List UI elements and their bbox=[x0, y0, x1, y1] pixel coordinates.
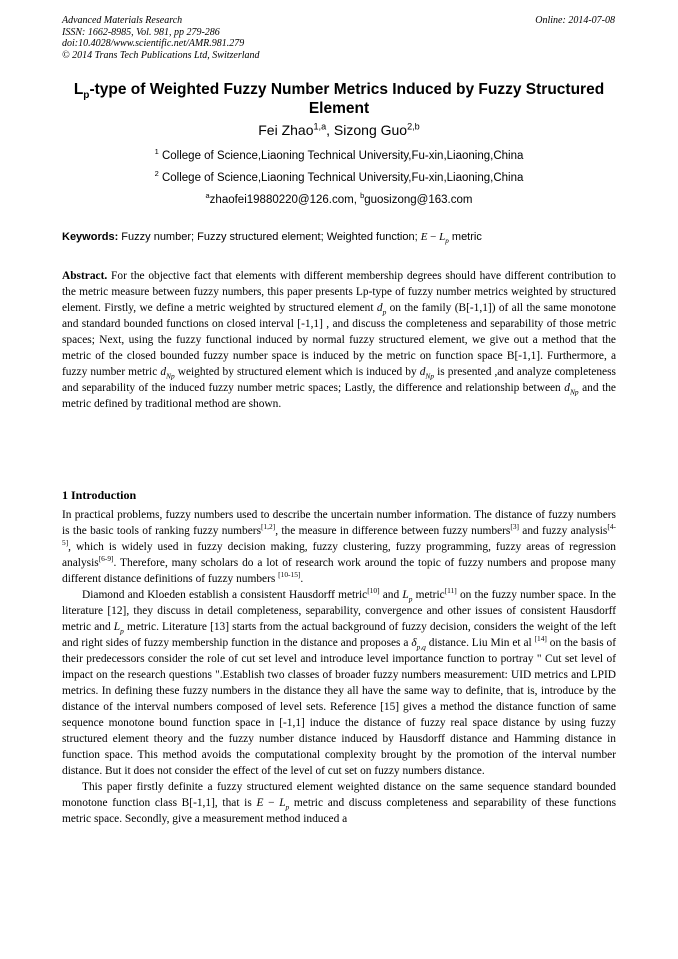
math-pq: p,q bbox=[416, 642, 426, 652]
doi-line: doi:10.4028/www.scientific.net/AMR.981.279 bbox=[62, 38, 245, 49]
journal-header bbox=[62, 15, 260, 61]
math-p: p bbox=[120, 626, 124, 636]
copyright-line: © 2014 Trans Tech Publications Ltd, Switzerland bbox=[62, 49, 260, 61]
keyword-math-E: E bbox=[420, 231, 428, 243]
author-separator: , bbox=[326, 122, 334, 138]
intro-text: metric. Literature [13] starts from the actual background of fuzzy decision, considers the weight of the left and right sides of fuzzy membership function in the distance and proposes a bbox=[62, 621, 616, 649]
issn-line: ISSN: 1662-8985, Vol. 981, pp 279-286 bbox=[62, 26, 220, 38]
abstract bbox=[62, 268, 616, 412]
intro-text: on the fuzzy number space. In the literature [12], they discuss in detail completeness, separability, convergence and other issues of consistent Hausdorff metric and bbox=[62, 589, 616, 633]
affiliation-1 bbox=[62, 149, 616, 163]
keywords-label: Keywords: bbox=[62, 231, 119, 243]
intro-text: , the measure in difference between fuzzy numbers bbox=[275, 525, 511, 537]
author-1: Fei Zhao bbox=[258, 122, 314, 138]
affiliation-1-text: College of Science,Liaoning Technical University,Fu-xin,Liaoning,China bbox=[161, 150, 524, 162]
math-p: p bbox=[382, 307, 387, 317]
math-E: E bbox=[256, 797, 264, 809]
title-line1: -type of Weighted Fuzzy Number Metrics Induced by Fuzzy Structured bbox=[89, 81, 605, 98]
math-L: L bbox=[113, 621, 121, 633]
email-a-marker: a bbox=[205, 191, 210, 201]
keyword-math-L: L bbox=[439, 231, 446, 243]
abstract-paragraph bbox=[62, 268, 616, 412]
citation: [10-15] bbox=[278, 570, 301, 580]
section-heading: 1 Introduction bbox=[62, 488, 137, 502]
author-list bbox=[62, 121, 616, 139]
email-a: zhaofei19880220@126.com, bbox=[209, 194, 361, 206]
keyword-math-minus: − bbox=[427, 231, 440, 243]
citation: [6-9] bbox=[98, 554, 114, 564]
math-Np: Np bbox=[425, 371, 435, 381]
math-delta: δ bbox=[411, 637, 417, 649]
intro-text: , which is widely used in fuzzy decision making, fuzzy clustering, fuzzy programming, fuzzy areas of regression analysis bbox=[62, 541, 616, 569]
journal-name: Advanced Materials Research bbox=[62, 15, 183, 26]
math-d: d bbox=[160, 366, 167, 378]
intro-text: Diamond and Kloeden establish a consistent Hausdorff metric bbox=[82, 589, 368, 601]
keyword-math-p: p bbox=[445, 237, 449, 246]
author-2-affil: 2,b bbox=[407, 121, 420, 132]
math-d: d bbox=[419, 366, 426, 378]
math-Np: Np bbox=[166, 371, 175, 381]
keywords-text: Fuzzy number; Fuzzy structured element; Weighted function; bbox=[118, 231, 421, 243]
online-date: Online: 2014-07-08 bbox=[535, 15, 615, 26]
author-emails bbox=[62, 193, 616, 207]
citation: [3] bbox=[510, 522, 519, 532]
intro-text: In practical problems, fuzzy numbers used to describe the uncertain number information. The distance of fuzzy numbers is the basic tools of ranking fuzzy numbers bbox=[62, 509, 616, 537]
intro-paragraph-3 bbox=[62, 779, 616, 827]
keywords bbox=[62, 230, 616, 244]
citation: [4-5] bbox=[62, 522, 616, 548]
title-p-subscript: p bbox=[83, 90, 90, 102]
citation: [11] bbox=[444, 586, 457, 596]
math-d: d bbox=[564, 382, 570, 394]
affiliation-2-text: College of Science,Liaoning Technical University,Fu-xin,Liaoning,China bbox=[161, 172, 524, 184]
author-2: Sizong Guo bbox=[333, 122, 408, 138]
intro-text: This paper firstly definite a fuzzy structured element weighted distance on the same sequence standard bounded monotone function class B[-1,1], that is bbox=[62, 781, 616, 809]
introduction bbox=[62, 507, 616, 827]
intro-text: on the basis of their predecessors consider the role of cut set level and introduce level importance function to portray " Cut set level of impact on the research questions ".Establish two classes of broader fuzzy numbers measurement: UID metrics and LPID metrics. In defining these fuzzy numbers in the distance they all have the same way to definite, that is, introduce by the distance of the interval numbers composed of level sets. Reference [15] gives a method the distance function of same sequence monotone bound function space in [-1,1] induce the distance of fuzzy real space distance by using fuzzy structured element theory and the fuzzy number distance induced by Hausdorff distance and Hamming distance in function space. This method avoids the computational complexity brought by the promotion of the interval number distance. But it does not consider the effect of the level of cut set on fuzzy numbers distance. bbox=[62, 637, 616, 777]
keywords-suffix: metric bbox=[448, 231, 482, 243]
intro-text: metric bbox=[412, 589, 445, 601]
math-L: L bbox=[402, 589, 409, 601]
math-minus: − bbox=[263, 797, 280, 809]
abstract-text-5: and the metric defined by traditional method are shown. bbox=[62, 382, 616, 410]
intro-text: metric and discuss completeness and separability of these functions metric space. Secondly, give a measurement method induced a bbox=[62, 797, 616, 825]
affiliation-2-marker: 2 bbox=[154, 169, 159, 179]
title-L: L bbox=[73, 81, 84, 98]
abstract-text-2: on the family (B[-1,1]) of all the same monotone and standard bounded functions on closed interval [-1,1] , and discuss the completeness and separability of those metric spaces; Next, using the fuzzy functional induced by normal fuzzy structured element, we give out a method that the metric of the closed bounded fuzzy number space is induced by the metric on function space B[-1,1]. Furthermore, a fuzzy number metric bbox=[62, 302, 616, 378]
affiliation-2 bbox=[62, 171, 616, 185]
title-line2: Element bbox=[308, 100, 370, 117]
citation: [1,2] bbox=[261, 522, 276, 532]
math-p: p bbox=[408, 594, 413, 604]
affiliation-1-marker: 1 bbox=[154, 147, 159, 157]
abstract-text-3: weighted by structured element which is induced by bbox=[174, 366, 420, 378]
citation: [10] bbox=[367, 586, 380, 596]
author-1-affil: 1,a bbox=[313, 121, 327, 132]
paper-title bbox=[62, 80, 616, 118]
intro-text: distance. Liu Min et al bbox=[425, 637, 535, 649]
intro-paragraph-1 bbox=[62, 507, 616, 587]
math-Np: Np bbox=[569, 387, 579, 397]
math-d: d bbox=[376, 302, 383, 314]
intro-text: . Therefore, many scholars do a lot of research work around the topic of fuzzy numbers and propose many different distance definitions of fuzzy numbers bbox=[62, 557, 616, 585]
intro-text: and bbox=[379, 589, 403, 601]
citation: [14] bbox=[534, 634, 547, 644]
abstract-text-4: is presented ,and analyze completeness and separability of the induced fuzzy number metric spaces; Lastly, the difference and relationship between bbox=[62, 366, 616, 394]
abstract-label: Abstract. bbox=[62, 270, 108, 282]
email-b: guosizong@163.com bbox=[364, 194, 473, 206]
intro-text: . bbox=[300, 573, 304, 585]
math-p: p bbox=[285, 802, 290, 812]
math-L: L bbox=[279, 797, 286, 809]
email-b-marker: b bbox=[360, 191, 365, 201]
intro-paragraph-2 bbox=[62, 587, 616, 779]
abstract-text-1: For the objective fact that elements with different membership degrees should have different contribution to the metric measure between fuzzy numbers, this paper presents Lp-type of fuzzy number metrics weighted by structured element. Firstly, we define a metric weighted by structured element bbox=[62, 270, 616, 314]
intro-text: and fuzzy analysis bbox=[519, 525, 608, 537]
